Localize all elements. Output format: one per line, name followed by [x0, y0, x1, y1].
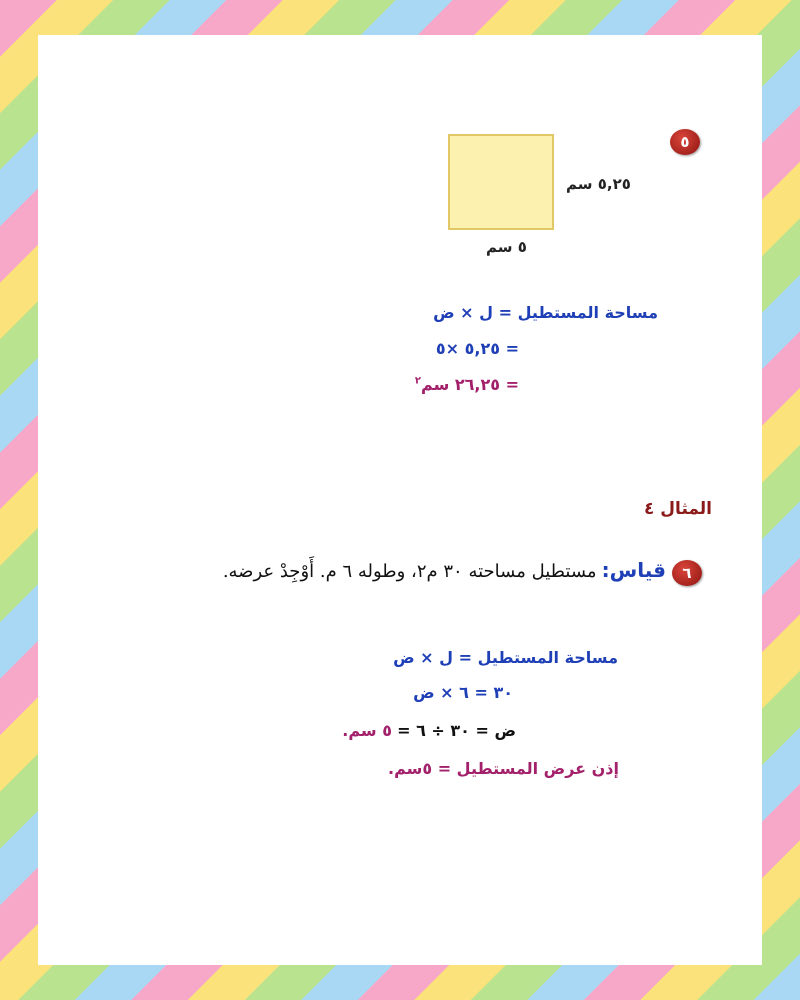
exercise-6-question [223, 558, 666, 582]
ex5-area-formula: مساحة المستطيل = ل × ض [433, 303, 658, 322]
example-heading: المثال ٤ [644, 499, 712, 519]
ex6-area-formula: مساحة المستطيل = ل × ض [393, 648, 618, 667]
ex5-step-2-superscript: ٢ [414, 375, 422, 387]
ex6-step-2-expression: ض = ٣٠ ÷ ٦ = [397, 721, 516, 740]
ex5-step-1: = ٥,٢٥ ×٥ [435, 339, 519, 358]
ex6-step-2-result: ٥ سم. [342, 721, 392, 740]
ex5-step-2-value: = ٢٦,٢٥ سم [421, 375, 519, 394]
ex6-step-1: ٣٠ = ٦ × ض [413, 683, 513, 702]
ex5-step-2 [415, 375, 519, 394]
exercise-5-badge: ٥ [670, 129, 700, 155]
side-length-label: ٥,٢٥ سم [566, 175, 631, 193]
worksheet-page [38, 35, 762, 965]
bottom-length-label: ٥ سم [486, 238, 527, 256]
exercise-6-text: مستطيل مساحته ٣٠ م٢، وطوله ٦ م. أَوْجِدْ عرضه. [222, 561, 597, 582]
exercise-6-title: قياس: [601, 558, 666, 582]
square-figure [448, 134, 554, 230]
ex6-step-2 [342, 721, 516, 740]
exercise-6-badge: ٦ [672, 560, 702, 586]
ex6-conclusion: إذن عرض المستطيل = ٥سم. [388, 759, 619, 778]
